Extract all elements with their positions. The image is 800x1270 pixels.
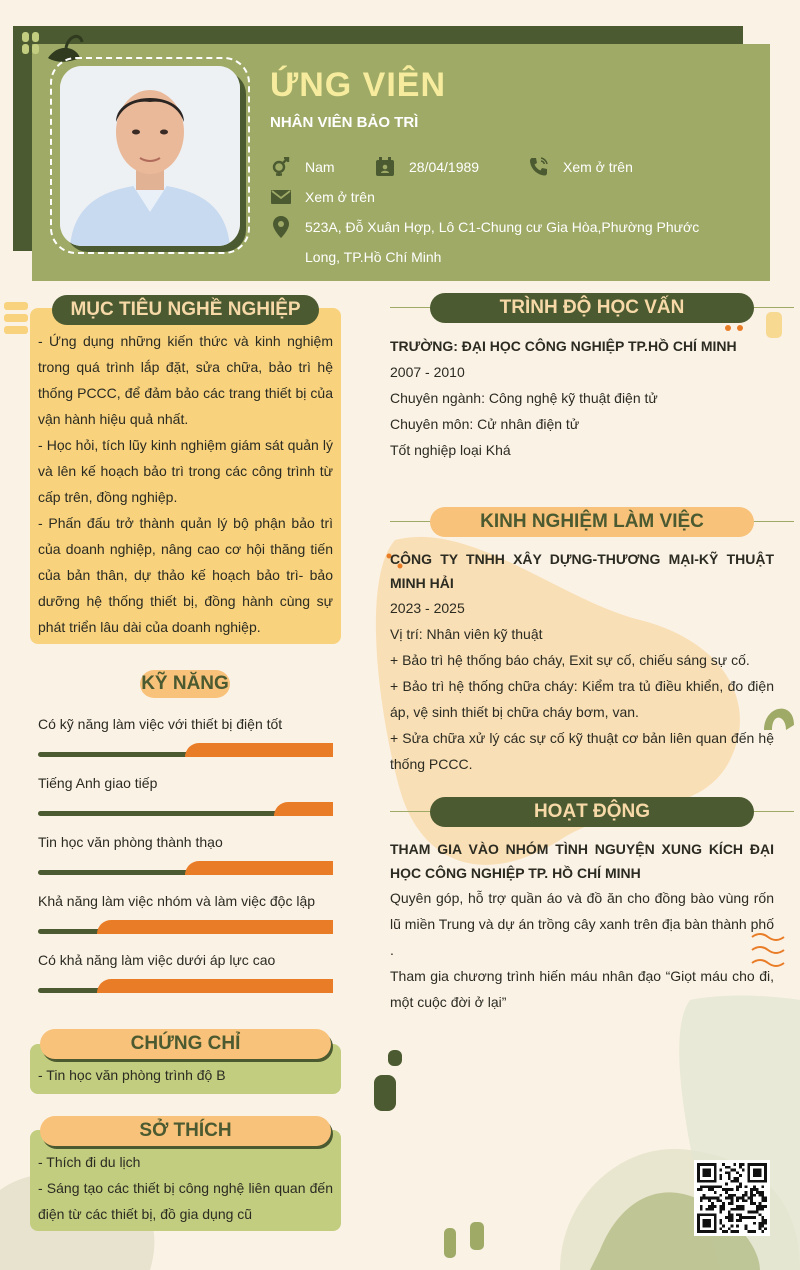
phone-text: Xem ở trên xyxy=(563,159,633,175)
gender-info xyxy=(270,156,335,182)
objective-title: MỤC TIÊU NGHỀ NGHIỆP xyxy=(52,295,319,325)
education-section xyxy=(390,333,774,463)
birthdate-text: 28/04/1989 xyxy=(409,159,480,175)
skill-label: Có khả năng làm việc dưới áp lực cao xyxy=(38,952,276,968)
education-title: TRÌNH ĐỘ HỌC VẤN xyxy=(430,293,754,323)
address-info xyxy=(270,216,730,272)
objective-paragraph: - Phấn đấu trở thành quản lý bộ phận bảo trì của doanh nghiệp, nâng cao cơ hội thăng tiến của bản thân, dự thảo kế hoạch bảo trì- bảo dưỡng hệ thống thiết bị, đồng hành cùng sự phát triển lâu dài của doanh nghiệp. xyxy=(38,515,333,635)
education-major: Chuyên ngành: Công nghệ kỹ thuật điện tử xyxy=(390,390,658,406)
email-info xyxy=(270,186,375,212)
certificate-item: - Tin học văn phòng trình độ B xyxy=(38,1067,226,1083)
email-text: Xem ở trên xyxy=(305,189,375,205)
certificates-title: CHỨNG CHỈ xyxy=(40,1029,331,1059)
skill-bar-fill xyxy=(185,861,333,875)
address-text: 523A, Đỗ Xuân Hợp, Lô C1-Chung cư Gia Hòa,Phường Phước Long, TP.Hồ Chí Minh xyxy=(305,219,700,265)
education-degree: Chuyên môn: Cử nhân điện tử xyxy=(390,416,580,432)
objective-paragraph: - Ứng dụng những kiến thức và kinh nghiệm trong quá trình lắp đặt, sửa chữa, bảo trì hệ thống PCCC, để đảm bảo các trang thiết bị của vận hành hiệu quả nhất. xyxy=(38,333,333,427)
experience-company: CÔNG TY TNHH XÂY DỰNG-THƯƠNG MẠI-KỸ THUẬT MINH HẢI xyxy=(390,551,774,591)
candidate-photo xyxy=(60,66,240,246)
education-grade: Tốt nghiệp loại Khá xyxy=(390,442,511,458)
experience-title: KINH NGHIỆM LÀM VIỆC xyxy=(430,507,754,537)
skills-title: KỸ NĂNG xyxy=(141,673,229,694)
qr-code[interactable] xyxy=(694,1160,770,1236)
experience-task: + Bảo trì hệ thống chữa cháy: Kiểm tra tủ điều khiển, đo điện áp, vệ sinh thiết bị chữa cháy bơm, van. xyxy=(390,678,774,720)
location-pin-icon xyxy=(270,216,292,238)
phone-icon xyxy=(528,156,550,178)
envelope-icon xyxy=(270,186,292,208)
objective-text xyxy=(38,328,333,640)
activities-section xyxy=(390,837,774,1015)
experience-role: Vị trí: Nhân viên kỹ thuật xyxy=(390,626,543,642)
phone-info xyxy=(528,156,633,182)
skill-bar-fill xyxy=(97,920,333,934)
experience-task: + Sửa chữa xử lý các sự cố kỹ thuật cơ bản liên quan đến hệ thống PCCC. xyxy=(390,730,774,772)
activity-item: Tham gia chương trình hiến máu nhân đạo “Giọt máu cho đi, một cuộc đời ở lại” xyxy=(390,968,774,1010)
experience-task: + Bảo trì hệ thống báo cháy, Exit sự cố, chiếu sáng sự cố. xyxy=(390,652,750,668)
hobbies-list xyxy=(38,1149,333,1227)
skill-bar-fill xyxy=(274,802,333,816)
hobby-item: - Sáng tạo các thiết bị công nghệ liên quan đến điện từ các thiết bị, đồ gia dụng cũ xyxy=(38,1180,333,1222)
birthdate-info xyxy=(374,156,479,182)
experience-section xyxy=(390,547,774,777)
education-period: 2007 - 2010 xyxy=(390,364,465,380)
candidate-position: NHÂN VIÊN BẢO TRÌ xyxy=(270,114,419,131)
hobby-item: - Thích đi du lịch xyxy=(38,1154,141,1170)
skill-label: Tin học văn phòng thành thạo xyxy=(38,834,223,850)
objective-paragraph: - Học hỏi, tích lũy kinh nghiệm giám sát quản lý và lên kế hoạch bảo trì trong các công trình từ cấp trên, đồng nghiệp. xyxy=(38,437,333,505)
candidate-name: ỨNG VIÊN xyxy=(270,66,447,104)
gender-text: Nam xyxy=(305,159,335,175)
skill-label: Khả năng làm việc nhóm và làm việc độc lập xyxy=(38,893,316,909)
education-school: TRƯỜNG: ĐẠI HỌC CÔNG NGHIỆP TP.HỒ CHÍ MINH xyxy=(390,338,737,354)
skill-label: Tiếng Anh giao tiếp xyxy=(38,775,158,791)
skill-bar-fill xyxy=(97,979,333,993)
calendar-icon xyxy=(374,156,396,178)
gender-icon xyxy=(270,156,292,178)
experience-period: 2023 - 2025 xyxy=(390,600,465,616)
skill-bar-fill xyxy=(185,743,333,757)
skill-label: Có kỹ năng làm việc với thiết bị điện tốt xyxy=(38,716,283,732)
hobbies-title: SỞ THÍCH xyxy=(40,1116,331,1146)
activities-org: THAM GIA VÀO NHÓM TÌNH NGUYỆN XUNG KÍCH ĐẠI HỌC CÔNG NGHIỆP TP. HỒ CHÍ MINH xyxy=(390,841,774,881)
activity-item: Quyên góp, hỗ trợ quần áo và đồ ăn cho đồng bào vùng rốn lũ miền Trung và dự án trồng cây xanh trên địa bàn thành phố . xyxy=(390,890,774,958)
activities-title: HOẠT ĐỘNG xyxy=(430,797,754,827)
